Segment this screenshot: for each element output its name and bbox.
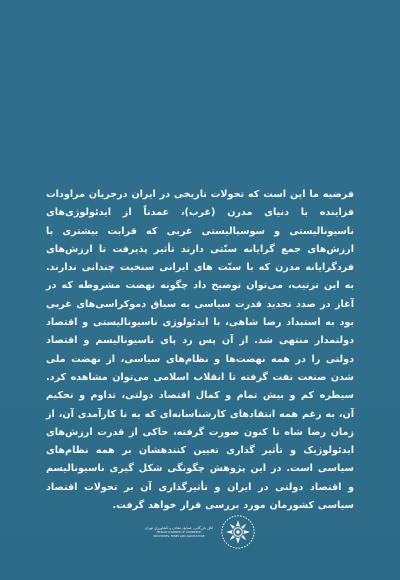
publisher-name-en-line2: INDUSTRIES, MINES AND AGRICULTURE [153, 534, 205, 538]
publisher-name [145, 526, 214, 538]
publisher-block [140, 514, 260, 550]
back-cover-blurb: فرضیه ما این است که تحولات تاریخی در ایران درجریان مراودات فزاینده با دنیای مدرن (غرب)، عمدتاً از ایدئولوژی‌های ناسیونالیستی و سوسیالیستی غربی که قرابت بیشتری با ارزش‌های جمع گرایانه سنّتی دارند تأثیر پذیرفت تا ارزش‌های فردگرایانه مدرن که با سنّت‌ های ایرانی سنخیت چندانی ندارند. به این ترتیب، می‌توان توضیح داد چگونه نهضت مشروطه که در آغاز در صدد تحدید قدرت سیاسی به سیاق دموکراسی‌های غربی بود به استبداد رضا شاهی، با ایدئولوژی ناسیونالیستی و اقتصاد دولتمدار منتهی شد. از آن پس رد پای ناسیونالیسم و اقتصاد دولتی را در همه نهضت‌ها و نظام‌های سیاسی، از نهضت ملی شدن صنعت نفت گرفته تا انقلاب اسلامی می‌توان مشاهده کرد. سیطره کم و بیش تمام و کمال اقتصاد دولتی، تداوم و تحکیم آن، به رغم همه انتقادهای کارشناسانه‌ای که به نا کارآمدی آن، از زمان رضا شاه تا کنون صورت گرفته، حاکی از قدرت ارزش‌های ایدئولوژیک و تأثیر گذاری تعیین کنندهشان بر همه نظام‌های سیاسی است. در این پژوهش چگونگی شکل گیری ناسیونالیسم و اقتصاد دولتی در ایران و تأثیرگذاری آن بر تحولات اقتصاد سیاسی کشورمان مورد بررسی قرار خواهد گرفت. [46, 189, 354, 512]
publisher-name-fa: اتاق بازرگانی، صنایع، معادن و کشاورزی تهران [144, 526, 214, 531]
publisher-name-en-line1: TEHRAN CHAMBER OF COMMERCE, [156, 531, 202, 535]
chamber-emblem-icon [221, 515, 255, 549]
